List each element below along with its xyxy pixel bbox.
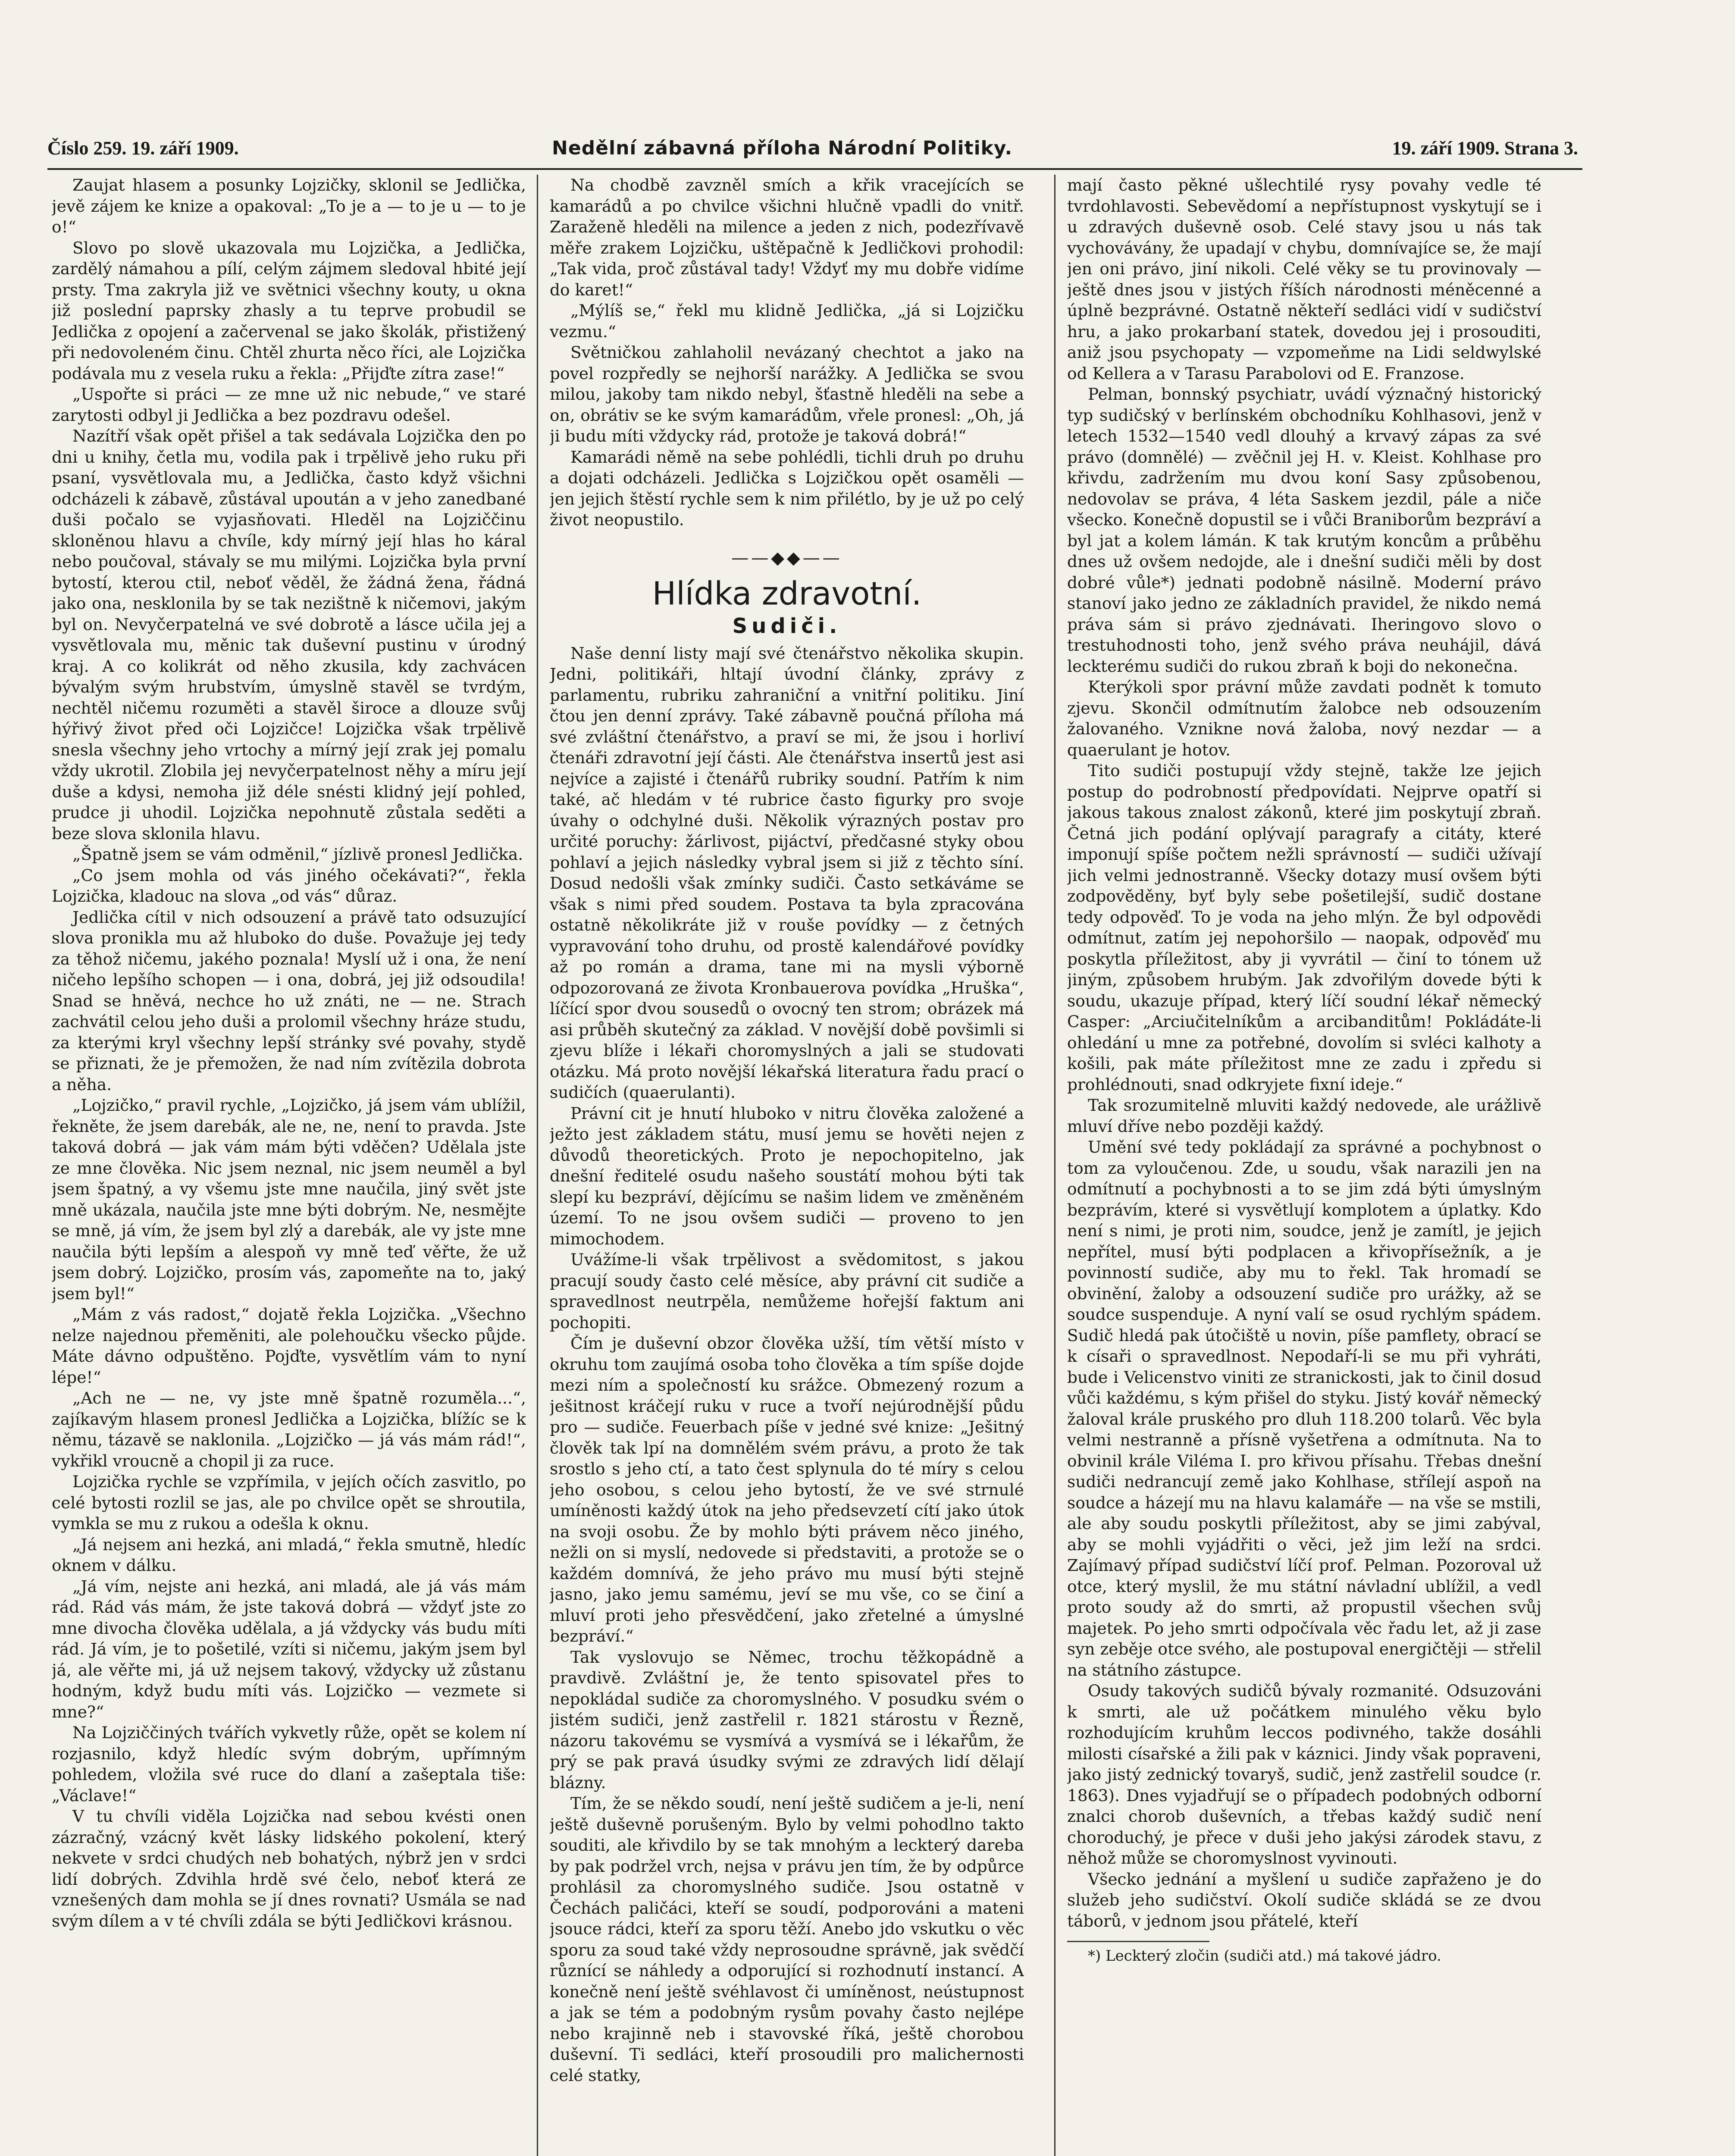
column-2 (550, 175, 1024, 2156)
column-divider (1054, 175, 1055, 2156)
section-ornament: ——◆◆—— (731, 548, 842, 568)
column-3 (1067, 175, 1541, 2156)
paragraph: Čím je duševní obzor člověka užší, tím větší místo v okruhu tom zaujímá osoba toho člověka a tím spíše dojde mezi ním a společností ku srážce. Obmezený rozum a ješitnost kráčejí ruku v ruce a tvoří nejúrodnější půdu pro — sudiče. Feuerbach píše v jedné své knize: „Ješitný člověk tak lpí na domnělém svém právu, a proto že tak srostlo s jeho ctí, a tato čest splynula do té míry s celou jeho osobou, s celou jeho bytostí, že ve své strnulé umíněnosti každý útok na jeho předsevzetí cítí jako útok na svoji osobu. Že by mohlo býti právem něco jiného, nežli on si myslí, nedovede si představiti, a protože se o každém domnívá, že jeho právo mu musí býti stejně jasno, jako jemu samému, jeví se mu vše, co se činí a mluví proti jeho přesvědčení, jako zřetelné a úmyslné bezpráví.“ (550, 1334, 1024, 1645)
paragraph: „Mýlíš se,“ řekl mu klidně Jedlička, „já si Lojzičku vezmu.“ (550, 301, 1024, 341)
paragraph: Právní cit je hnutí hluboko v nitru člověka založené a ježto jest základem státu, musí jemu se hověti nejen z důvodů theoretických. Proto je nepochopitelno, jak dnešní ředitelé osudu našeho soustátí mohou býti tak slepí ku bezpráví, dějícímu se našim lidem ve změněném území. To ne jsou ovšem sudiči — proveno to jen mimochodem. (550, 1103, 1024, 1248)
column-1 (52, 175, 526, 2156)
footnote: *) Leckterý zločin (sudiči atd.) má takové jádro. (1088, 1947, 1441, 1965)
paragraph: Zaujat hlasem a posunky Lojzičky, sklonil se Jedlička, jevě zájem ke knize a opakoval: „To je a — to je u — to je o!“ (52, 175, 526, 236)
page-header (47, 137, 1578, 163)
paragraph: Tak srozumitelně mluviti každý nedovede, ale urážlivě mluví dříve nebo později každý. (1067, 1096, 1541, 1136)
paragraph: Kterýkoli spor právní může zavdati podnět k tomuto zjevu. Skončil odmítnutím žalobce neb odsouzením žalovaného. Vznikne nová žaloba, nový nezdar — a quaerulant je hotov. (1067, 677, 1541, 759)
paragraph: Tím, že se někdo soudí, není ještě sudičem a je-li, není ještě duševně porušeným. Bylo by velmi pohodlno takto souditi, ale křivdilo by se tak mnohým a leckterý dareba by pak podržel vrch, nejsa v právu jen tím, že by odpůrce prohlásil za choromyslného sudiče. Jsou ostatně v Čechách paličáci, kteří se soudí, podporováni a mateni jsouce rádci, kteří za sporu těží. Anebo jdo vskutku o věc sporu za soud také vždy neprosoudne správně, jak svědčí různící se náhledy a odporující si rozhodnutí instancí. A konečně není ještě svéhlavost či umíněnost, neústupnost a jak se tém a podobným rysům povahy často nejlépe nebo krajinně neb i stavovské říká, ještě chorobou duševní. Ti sedláci, kteří prosoudili pro malichernosti celé statky, (550, 1794, 1024, 2085)
paragraph: „Špatně jsem se vám odměnil,“ jízlivě pronesl Jedlička. (72, 845, 523, 864)
paragraph: Osudy takových sudičů bývaly rozmanité. Odsuzováni k smrti, ale už počátkem minulého věku bylo rozhodujícím kruhům leccos podivného, takže dosáhli milosti císařské a žili pak v káznici. Jindy však popraveni, jako jistý zednický tovaryš, sudič, jenž zastřelil soudce (r. 1863). Dnes vyjadřují se o případech podobných odborní znalci chorob duševních, a třebas každý sudič není choroduchý, je přece v duši jeho jakýsi zárodek stavu, z něhož může se choromyslnost vyvinouti. (1067, 1681, 1541, 1868)
paragraph: Všecko jednání a myšlení u sudiče zapřaženo je do služeb jeho sudičství. Okolí sudiče skládá se ze dvou táborů, v jednom jsou přátelé, kteří (1067, 1869, 1541, 1930)
section-title: Hlídka zdravotní. (652, 575, 922, 612)
footnote-rule (1067, 1941, 1209, 1942)
paragraph: Na Lojziččiných tvářích vykvetly růže, opět se kolem ní rozjasnilo, když hledíc svým dobrým, upřímným pohledem, vložila své ruce do dlaní a zašeptala tiše: „Václave!“ (52, 1723, 526, 1805)
paragraph: mají často pěkné ušlechtilé rysy povahy vedle té tvrdohlavosti. Sebevědomí a nepřístupnost vyskytují se i u zdravých duševně osob. Celé stavy jsou u nás tak vychovávány, že upadají v chybu, domnívajíce se, že mají jen oni právo, jiní nikoli. Celé věky se tu provinovaly — ještě dnes jsou v jistých říších národnosti méněcenné a úplně bezprávné. Ostatně někteří sedláci vidí v sudičství hru, a jako prokarbaní statek, dovedou jej i prosouditi, aniž jsou psychopaty — vzpomeňme na Lidi seldwylské od Kellera a v Tarasu Parabolovi od E. Franzose. (1067, 175, 1541, 383)
paragraph: „Lojzičko,“ pravil rychle, „Lojzičko, já jsem vám ublížil, řekněte, že jsem darebák, ale ne, ne, není to pravda. Jste taková dobrá — jak vám mám býti vděčen? Udělala jste ze mne člověka. Nic jsem neznal, nic jsem neuměl a byl jsem špatný, a vy všemu jste mne naučila, jiný svět jste mně ukázala, naučila jste mne býti dobrým. Ne, nesmějte se mně, já vím, že jsem byl zlý a darebák, ale vy jste mne naučila býti lepším a alespoň vy mně teď věřte, že už jsem dobrý. Lojzičko, prosím vás, zapomeňte na to, jaký jsem byl!“ (52, 1096, 526, 1303)
paragraph: Naše denní listy mají své čtenářstvo několika skupin. Jedni, politikáři, hltají úvodní články, zprávy z parlamentu, rubriku zahraniční a vnitřní politiku. Jiní čtou jen denní zprávy. Také zábavně poučná příloha má své zvláštní čtenářstvo, a praví se mi, že jsou i horliví čtenáři zdravotní její části. Ale čtenářstva insertů jest asi nejvíce a zajisté i čtenářů rubriky soudní. Patřím k nim také, ač hledám v té rubrice často figurky pro svoje úvahy o odchylné duši. Několik výrazných postav pro určité poruchy: žárlivost, pijáctví, předčasné styky obou pohlaví a jejich následky vybral jsem si již z těchto síní. Dosud nedošli však zmínky sudiči. Často setkáváme se však s nimi před soudem. Postava ta byla zpracována ostatně několikráte již v rouše povídky — z četných vypravování toho druhu, od prostě kalendářové povídky až po román a drama, tane mi na mysli výborně odpozorovaná ze života Kronbauerova povídka „Hruška“, líčící spor dvou sousedů o ovocný ten strom; obrázek má asi průběh skutečný za základ. V novější době povšimli si zjevu blíže i lékaři choromyslných a jali se studovati otázku. Má proto novější lékařská literatura řadu prací o sudičích (quaerulanti). (550, 643, 1024, 1102)
paragraph: Jedlička cítil v nich odsouzení a právě tato odsuzující slova pronikla mu až hluboko do duše. Považuje jej tedy za těhož ničemu, jakého poznala! Myslí už i ona, že není ničeho lepšího schopen — i ona, dobrá, jej již odsoudila! Snad se hněvá, nechce ho už znáti, ne — ne. Strach zachvátil celou jeho duši a prolomil všechny hráze studu, za kterými kryl všechny lepší stránky své povahy, stydě se přiznati, že je přemožen, že nad ním zvítězila dobrota a něha. (52, 907, 526, 1094)
article-title: Sudiči. (732, 614, 842, 638)
issue-number-date: Číslo 259. 19. září 1909. (47, 138, 239, 159)
masthead-title: Nedělní zábavná příloha Národní Politiky. (552, 137, 1013, 159)
paragraph: „Ach ne — ne, vy jste mně špatně rozuměla...“, zajíkavým hlasem pronesl Jedlička a Lojzička, blížíc se k němu, tázavě se naklonila. „Lojzičko — já vás mám rád!“, vykřikl vroucně a chopil ji za ruce. (52, 1388, 526, 1470)
paragraph: Lojzička rychle se vzpřímila, v jejích očích zasvitlo, po celé bytosti rozlil se jas, ale po chvilce opět se shroutila, vymkla se mu z rukou a odešla k oknu. (52, 1472, 526, 1533)
paragraph: „Já nejsem ani hezká, ani mladá,“ řekla smutně, hledíc oknem v dálku. (52, 1535, 526, 1575)
paragraph: Pelman, bonnský psychiatr, uvádí význačný historický typ sudičský v berlínském obchodníku Kohlhasovi, jenž v letech 1532—1540 vedl dlouhý a krvavý zápas za své právo (domnělé) — zvěčnil jej H. v. Kleist. Kohlhase pro křivdu, zadržením mu dvou koní Sasy způsobenou, nedovolav se práva, 4 léta Saskem jezdil, pále a niče všecko. Konečně dopustil se i vůči Braniborům bezpráví a byl jat a kolem lámán. K tak krutým koncům a průběhu dnes už ovšem nedojde, ale i dnešní sudiči měli by dost dobré vůle*) jednati podobně násilně. Moderní právo stanoví jako jedno ze základních pravidel, že nikdo nemá práva sám si právo zjednávati. Iheringovo slovo o trestuhodnosti toho, jenž svého práva neuhájil, dává leckterému sudiči do rukou zbraň k boji do nekonečna. (1067, 385, 1541, 676)
paragraph: „Já vím, nejste ani hezká, ani mladá, ale já vás mám rád. Rád vás mám, že jste taková dobrá — vždyť jste zo mne divocha člověka udělala, a já vždycky vás budu míti rád. Já vím, je to pošetilé, vzíti si ničemu, jakým jsem byl já, ale věřte mi, já už nejsem takový, vždycky už zůstanu hodným, když budu míti vás. Lojzičko — vezmete si mne?“ (52, 1576, 526, 1721)
header-rule (47, 168, 1582, 170)
paragraph: „Uspořte si práci — ze mne už nic nebude,“ ve staré zarytosti odbyl ji Jedlička a bez pozdravu odešel. (52, 385, 526, 425)
paragraph: „Mám z vás radost,“ dojatě řekla Lojzička. „Všechno nelze najednou přeměniti, ale polehoučku všecko půjde. Máte dávno odpuštěno. Pojďte, vysvětlím vám to nyní lépe!“ (52, 1305, 526, 1387)
paragraph: Nazítří však opět přišel a tak sedávala Lojzička den po dni u knihy, četla mu, vodila pak i trpělivě jeho ruku při psaní, vysvětlovala mu, a Jedlička, často když všichni odcházeli k zábavě, zůstával upoután a v jeho zanedbané duši počalo se vyjasňovati. Hleděl na Lojziččinu skloněnou hlavu a chvíle, kdy mírný její hlas ho káral nebo poučoval, stávaly se mu milými. Lojzička byla první bytostí, kterou ctil, neboť věděl, že žádná žena, řádná jako ona, nesklonila by se tak nezištně k ničemovi, jakým byl on. Nevyčerpatelná ve své dobrotě a lásce učila jej a vysvětlovala mu, měnic tak duševní pustinu v úrodný kraj. A co kolikrát od něho zkusila, kdy zachvácen bývalým svým hrubstvím, úmyslně stavěl se tvrdým, nechtěl ničemu rozuměti a stavěl široce a dlouze svůj hýřivý život před oči Lojzičce! Lojzička však trpělivě snesla všechny jeho vrtochy a mírný její zrak jej pomalu vždy ukrotil. Zlobila jej nevyčerpatelnost něhy a míru její duše a kdysi, nemoha již déle snésti klidný její pohled, prudce ji uhodil. Lojzička nepohnutě zůstala seděti a beze slova sklonila hlavu. (52, 426, 526, 843)
paragraph: Kamarádi němě na sebe pohlédli, tichli druh po druhu a dojati odcházeli. Jedlička s Lojzičkou opět osaměli — jen jejich štěstí rychle sem k nim přilétlo, by je už po celý život neopustilo. (550, 447, 1024, 529)
paragraph: „Co jsem mohla od vás jiného očekávati?“, řekla Lojzička, kladouc na slova „od vás“ důraz. (52, 865, 526, 906)
paragraph: V tu chvíli viděla Lojzička nad sebou kvésti onen zázračný, vzácný květ lásky lidského pokolení, který nekvete v srdci chudých neb bohatých, nýbrž jen v srdci lidí dobrých. Zdvihla hrdě své čelo, neboť která ze vznešených dam mohla se jí dnes rovnati? Usmála se nad svým dílem a v té chvíli zdála se býti Jedličkovi krásnou. (52, 1807, 526, 1930)
date-page-number: 19. září 1909. Strana 3. (1392, 138, 1578, 159)
paragraph: Slovo po slově ukazovala mu Lojzička, a Jedlička, zardělý námahou a pílí, celým zájmem sledoval hbité její prsty. Tma zakryla již ve světnici všechny kouty, u okna již poslední paprsky zhasly a tu teprve probudil se Jedlička z opojení a začervenal se jako školák, přistižený při nedovoleném činu. Chtěl zhurta něco říci, ale Lojzička podávala mu z vesela ruku a řekla: „Přijďte zítra zase!“ (52, 238, 526, 383)
paragraph: Světničkou zahlaholil nevázaný chechtot a jako na povel rozpředly se nejhorší narážky. A Jedlička se svou milou, jakoby tam nikdo nebyl, šťastně hleděli na sebe a on, obrátiv se ke svým kamarádům, vřele pronesl: „Oh, já ji budu míti vždycky rád, protože je taková dobrá!“ (550, 343, 1024, 445)
paragraph: Umění své tedy pokládají za správné a pochybnost o tom za vyloučenou. Zde, u soudu, však narazili jen na odmítnutí a pochybnosti a to se jim zdá býti úmyslným bezprávím, které si vysvětlují komplotem a úplatky. Kdo není s nimi, je proti nim, soudce, jenž je zamítl, je jejich nepřítel, musí býti podplacen a křivopřísežník, a je povinností sudiče, aby mu to řekl. Tak hromadí se obvinění, žaloby a odsouzení sudiče pro urážky, až se soudce suspenduje. A nyní valí se osud rychlým spádem. Sudič hledá pak útočiště u novin, píše pamflety, obrací se k císaři o spravedlnost. Nepodaří-li se mu při vyhráti, bude i Velicenstvo viniti ze stranickosti, jak to činil dosud vůči každému, s kým přišel do styku. Jistý kovář německý žaloval krále pruského pro dluh 118.200 tolarů. Věc byla velmi nestranně a přísně vyšetřena a odmítnuta. Na to obvinil krále Viléma I. pro křivou přísahu. Třebas dnešní sudiči nedrancují země jako Kohlhase, střílejí aspoň na soudce a házejí mu na hlavu kalamáře — na vše se mstili, ale aby soudu poskytli příležitost, aby se jimi zabýval, aby se mohli vyjádřiti o věci, jež jim leží na srdci. Zajímavý případ sudičství líčí prof. Pelman. Pozoroval už otce, který myslil, že mu státní návladní ublížil, a vedl proto soudy až do smrti, až propustil všechen svůj majetek. Po jeho smrti odpočívala věc řadu let, až ji zase syn zeběje otce svého, ale postupoval energičtěji — střelil na státního zástupce. (1067, 1138, 1541, 1680)
paragraph: Uvážíme-li však trpělivost a svědomitost, s jakou pracují soudy často celé měsíce, aby právní cit sudiče a spravedlnost neutrpěla, nemůžeme hořejší faktum ani pochopiti. (550, 1250, 1024, 1332)
column-divider (537, 175, 538, 2156)
paragraph: Tito sudiči postupují vždy stejně, takže lze jejich postup do podrobností předpovídati. Nejprve opatří si jakous takous znalost zákonů, které jim poskytují zbraň. Četná jich podání oplývají paragrafy a citáty, které imponují spíše počtem nežli správností — sudiči užívají jich velmi jednostranně. Všecky dotazy musí ovšem býti zodpověděny, byť byly sebe pošetilejší, sudič dostane tedy odpověď. To je voda na jeho mlýn. Že byl odpovědi odmítnut, zatím jej nepohoršilo — naopak, odpověď mu poskytla příležitost, aby ji vyvrátil — činí to tónem už jiným, způsobem hrubým. Jak zdvořilým dovede býti k soudu, ukazuje případ, který líčí soudní lékař německý Casper: „Arciučitelníkům a arcibanditům! Pokládáte-li ohledání u mne za potřebné, dovolím si svléci kalhoty a košili, pak máte příležitost mne ze zadu i zpředu si prohlédnouti, snad odkryjete fixní ideje.“ (1067, 761, 1541, 1094)
paragraph: Na chodbě zavzněl smích a křik vracejících se kamarádů a po chvilce všichni hlučně vpadli do vnitř. Zaraženě hleděli na milence a jeden z nich, podezřívavě měře zrakem Lojzičku, uštěpačně k Jedličkovi prohodil: „Tak vida, proč zůstával tady! Vždyť my mu dobře vidíme do karet!“ (550, 175, 1024, 299)
paragraph: Tak vyslovujo se Němec, trochu těžkopádně a pravdivě. Zvláštní je, že tento spisovatel přes to nepokládal sudiče za choromyslného. V posudku svém o jistém sudiči, jenž zastřelil r. 1821 stárostu v Řezně, názoru takovému se vysmívá a vysmívá se i lékařům, že prý se pak pravá úsudky svými ze zdravých lidí dělají blázny. (550, 1647, 1024, 1792)
